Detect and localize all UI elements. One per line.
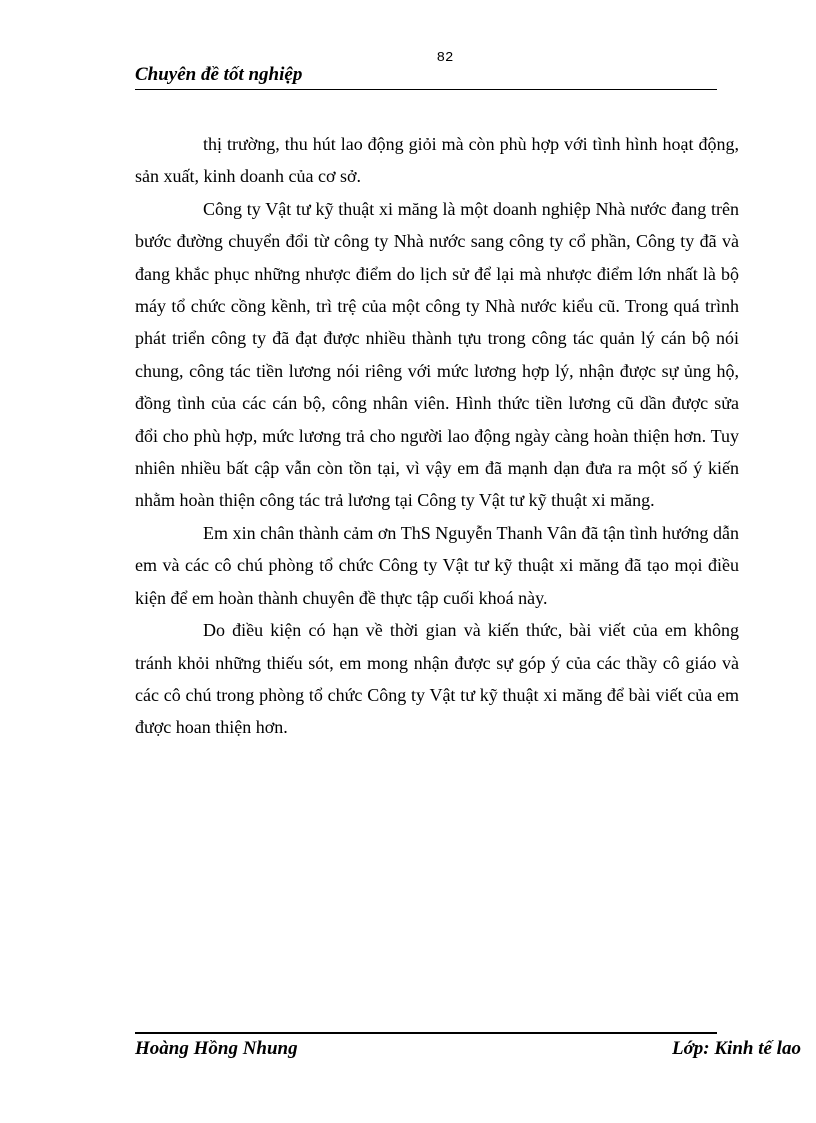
paragraph-continuation: thị trường, thu hút lao động giỏi mà còn phù hợp với tình hình hoạt động, sản xuất, kinh doanh của cơ sở. — [135, 134, 739, 187]
header-divider — [135, 89, 717, 90]
paragraph-acknowledgement: Em xin chân thành cảm ơn ThS Nguyễn Thanh Vân đã tận tình hướng dẫn em và các cô chú phòng tổ chức Công ty Vật tư kỹ thuật xi măng đã tạo mọi điều kiện để em hoàn thành chuyên đề thực tập cuối khoá này. — [135, 522, 739, 608]
footer-class-label: Lớp: Kinh tế lao — [672, 1038, 801, 1059]
paragraph-closing: Do điều kiện có hạn về thời gian và kiến thức, bài viết của em không tránh khỏi những thiếu sót, em mong nhận được sự góp ý của các thầy cô giáo và các cô chú trong phòng tổ chức Công ty Vật tư kỹ thuật xi măng để bài viết của em được hoan thiện hơn. — [135, 620, 739, 738]
footer-author: Hoàng Hồng Nhung — [135, 1038, 298, 1059]
paragraph-company-overview: Công ty Vật tư kỹ thuật xi măng là một doanh nghiệp Nhà nước đang trên bước đường chuyển đổi từ công ty Nhà nước sang công ty cổ phần, Công ty đã và đang khắc phục những nhược điểm do lịch sử để lại mà nhược điểm lớn nhất là bộ máy tổ chức cồng kềnh, trì trệ của một công ty Nhà nước kiểu cũ. Trong quá trình phát triển công ty đã đạt được nhiều thành tựu trong công tác quản lý cán bộ nói chung, công tác tiền lương nói riêng với mức lương hợp lý, nhận được sự ủng hộ, đồng tình của các cán bộ, công nhân viên. Hình thức tiền lương cũ dần được sửa đổi cho phù hợp, mức lương trả cho người lao động ngày càng hoàn thiện hơn. Tuy nhiên nhiều bất cập vẫn còn tồn tại, vì vậy em đã mạnh dạn đưa ra một số ý kiến nhằm hoàn thiện công tác trả lương tại Công ty Vật tư kỹ thuật xi măng. — [135, 198, 739, 511]
page-number: 82 — [436, 50, 454, 66]
footer-divider — [135, 1032, 717, 1034]
document-body — [135, 128, 739, 744]
document-header-title: Chuyên đề tốt nghiệp — [135, 64, 303, 85]
